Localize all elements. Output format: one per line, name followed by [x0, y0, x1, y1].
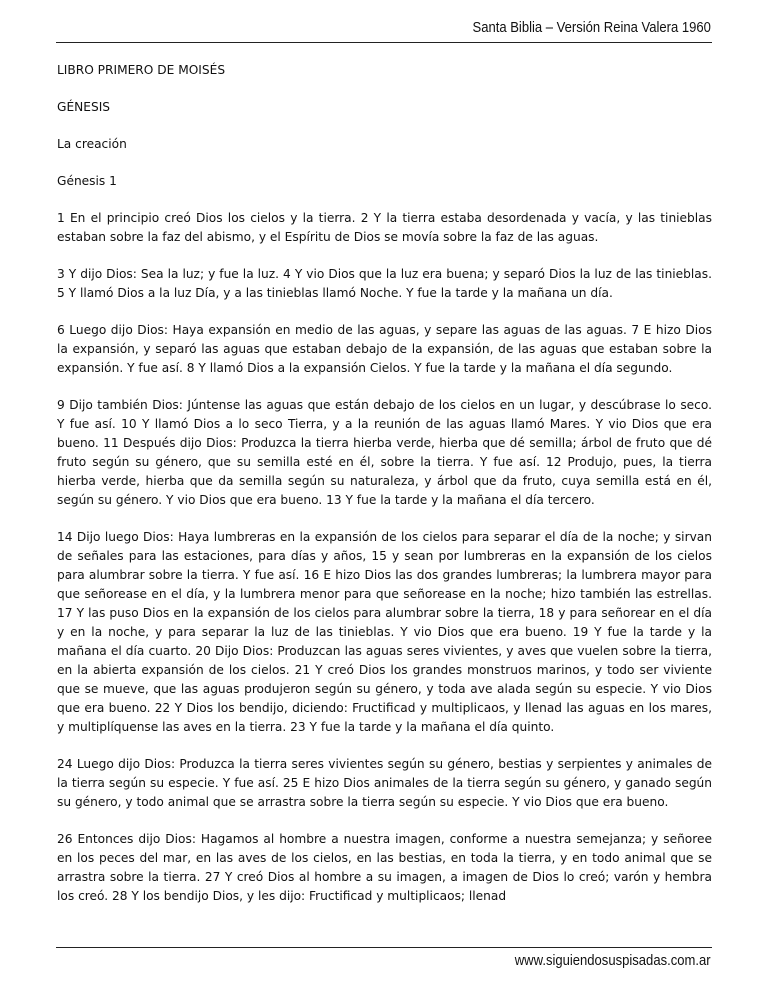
verse-paragraph: 3 Y dijo Dios: Sea la luz; y fue la luz. 4 Y vio Dios que la luz era buena; y separó Dios la luz de las tinieblas. 5 Y llamó Dios a la luz Día, y a las tinieblas llamó Noche. Y fue la tarde y la mañana un día. — [57, 267, 712, 300]
book-title: LIBRO PRIMERO DE MOISÉS — [57, 63, 226, 77]
verse-paragraph: 1 En el principio creó Dios los cielos y la tierra. 2 Y la tierra estaba desordenada y vacía, y las tinieblas estaban sobre la faz del abismo, y el Espíritu de Dios se movía sobre la faz de las aguas. — [57, 211, 712, 244]
page-header: Santa Biblia – Versión Reina Valera 1960 — [472, 20, 711, 36]
footer-url: www.siguiendosuspisadas.com.ar — [515, 953, 711, 969]
book-name: GÉNESIS — [57, 100, 111, 114]
section-heading: La creación — [57, 137, 127, 151]
chapter-heading: Génesis 1 — [57, 174, 117, 188]
page-content — [57, 61, 712, 924]
verse-paragraph: 14 Dijo luego Dios: Haya lumbreras en la expansión de los cielos para separar el día de la noche; y sirvan de señales para las estaciones, para días y años, 15 y sean por lumbreras en la expansión de los cielos para alumbrar sobre la tierra. Y fue así. 16 E hizo Dios las dos grandes lumbreras; la lumbrera mayor para que señorease en el día, y la lumbrera menor para que señorease en la noche; hizo también las estrellas. 17 Y las puso Dios en la expansión de los cielos para alumbrar sobre la tierra, 18 y para señorear en el día y en la noche, y para separar la luz de las tinieblas. Y vio Dios que era bueno. 19 Y fue la tarde y la mañana el día cuarto. 20 Dijo Dios: Produzcan las aguas seres vivientes, y aves que vuelen sobre la tierra, en la abierta expansión de los cielos. 21 Y creó Dios los grandes monstruos marinos, y todo ser viviente que se mueve, que las aguas produjeron según su género, y toda ave alada según su especie. Y vio Dios que era bueno. 22 Y Dios los bendijo, diciendo: Fructificad y multiplicaos, y llenad las aguas en los mares, y multiplíquense las aves en la tierra. 23 Y fue la tarde y la mañana el día quinto. — [57, 530, 712, 734]
header-divider — [56, 42, 712, 43]
verse-paragraph: 9 Dijo también Dios: Júntense las aguas que están debajo de los cielos en un lugar, y descúbrase lo seco. Y fue así. 10 Y llamó Dios a lo seco Tierra, y a la reunión de las aguas llamó Mares. Y vio Dios que era bueno. 11 Después dijo Dios: Produzca la tierra hierba verde, hierba que dé semilla; árbol de fruto que dé fruto según su género, que su semilla esté en él, sobre la tierra. Y fue así. 12 Produjo, pues, la tierra hierba verde, hierba que da semilla según su naturaleza, y árbol que da fruto, cuya semilla está en él, según su género. Y vio Dios que era bueno. 13 Y fue la tarde y la mañana el día tercero. — [57, 398, 712, 507]
verse-paragraph: 24 Luego dijo Dios: Produzca la tierra seres vivientes según su género, bestias y serpientes y animales de la tierra según su especie. Y fue así. 25 E hizo Dios animales de la tierra según su género, y ganado según su género, y todo animal que se arrastra sobre la tierra según su especie. Y vio Dios que era bueno. — [57, 757, 712, 809]
verse-paragraph: 6 Luego dijo Dios: Haya expansión en medio de las aguas, y separe las aguas de las aguas. 7 E hizo Dios la expansión, y separó las aguas que estaban debajo de la expansión, de las aguas que estaban sobre la expansión. Y fue así. 8 Y llamó Dios a la expansión Cielos. Y fue la tarde y la mañana el día segundo. — [57, 323, 712, 375]
footer-divider — [56, 947, 712, 948]
verse-paragraph: 26 Entonces dijo Dios: Hagamos al hombre a nuestra imagen, conforme a nuestra semejanza; y señoree en los peces del mar, en las aves de los cielos, en las bestias, en toda la tierra, y en todo animal que se arrastra sobre la tierra. 27 Y creó Dios al hombre a su imagen, a imagen de Dios lo creó; varón y hembra los creó. 28 Y los bendijo Dios, y les dijo: Fructificad y multiplicaos; llenad — [57, 832, 712, 903]
